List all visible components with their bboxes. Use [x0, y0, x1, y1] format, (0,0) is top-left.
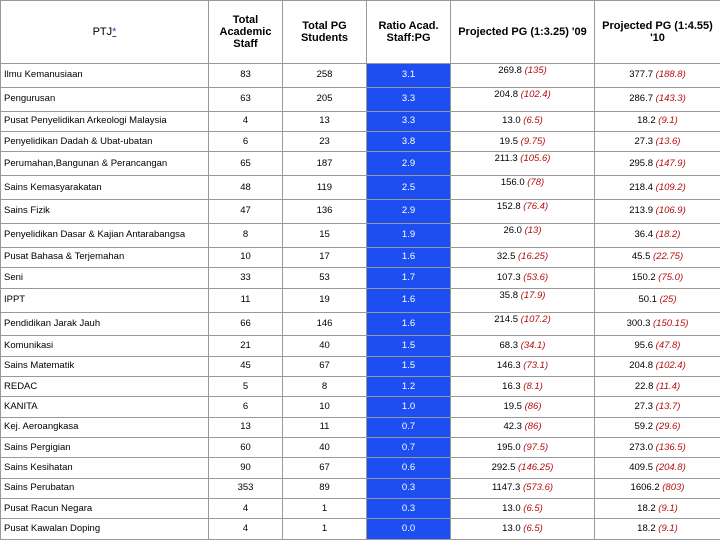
- projected-10-value: 150.2: [631, 271, 656, 283]
- cell-pg-students: 67: [283, 458, 367, 478]
- projected-10-value: 27.3: [634, 400, 654, 412]
- projected-10-half: (22.75): [653, 251, 684, 263]
- cell-academic-staff: 48: [209, 176, 283, 200]
- ptj-footnote-link[interactable]: *: [112, 25, 117, 38]
- projected-10-half: (25): [659, 293, 677, 305]
- table-row: [1, 519, 720, 540]
- projected-09-half: (86): [524, 400, 542, 412]
- cell-ratio: 1.5: [367, 336, 451, 356]
- cell-pg-students: 13: [283, 111, 367, 131]
- table-row: [1, 336, 720, 356]
- cell-ptj: Komunikasi: [1, 336, 209, 356]
- projected-09-half: (6.5): [523, 522, 543, 534]
- cell-projected-09: [451, 312, 595, 336]
- cell-ratio: 3.3: [367, 111, 451, 131]
- col-header-projected-09: Projected PG (1:3.25) '09: [451, 1, 595, 64]
- cell-pg-students: 8: [283, 377, 367, 397]
- projected-10-half: (150.15): [653, 317, 689, 329]
- cell-ptj: KANITA: [1, 397, 209, 417]
- table-row: [1, 377, 720, 397]
- cell-ratio: 3.3: [367, 87, 451, 111]
- header-row: [1, 1, 720, 64]
- table-row: [1, 268, 720, 288]
- projected-10-value: 36.4: [634, 229, 654, 241]
- table-row: [1, 87, 720, 111]
- cell-projected-09: [451, 397, 595, 417]
- projected-10-value: 377.7: [629, 69, 654, 81]
- cell-projected-09: [451, 176, 595, 200]
- cell-ptj: Sains Fizik: [1, 200, 209, 224]
- projected-09-half: (8.1): [523, 380, 543, 392]
- cell-projected-10: [595, 377, 720, 397]
- cell-academic-staff: 353: [209, 478, 283, 498]
- projected-09-half: (76.4): [523, 201, 549, 213]
- cell-projected-09: [451, 200, 595, 224]
- projected-10-value: 218.4: [629, 181, 654, 193]
- projected-10-half: (143.3): [655, 93, 686, 105]
- projected-09-half: (17.9): [520, 289, 546, 301]
- cell-projected-10: [595, 132, 720, 152]
- projected-09-value: 13.0: [502, 522, 521, 534]
- cell-projected-10: [595, 312, 720, 336]
- table-row: [1, 132, 720, 152]
- cell-pg-students: 1: [283, 499, 367, 519]
- cell-projected-09: [451, 478, 595, 498]
- table-row: [1, 288, 720, 312]
- projected-10-half: (11.4): [656, 380, 681, 392]
- cell-academic-staff: 4: [209, 519, 283, 540]
- projected-10-half: (102.4): [655, 360, 686, 372]
- projected-10-half: (9.1): [658, 522, 678, 534]
- cell-projected-10: [595, 152, 720, 176]
- cell-ratio: 0.7: [367, 438, 451, 458]
- projected-09-value: 13.0: [502, 502, 521, 514]
- projected-09-value: 68.3: [499, 339, 519, 351]
- cell-projected-10: [595, 248, 720, 268]
- cell-academic-staff: 21: [209, 336, 283, 356]
- cell-pg-students: 11: [283, 417, 367, 437]
- cell-academic-staff: 4: [209, 111, 283, 131]
- cell-projected-09: [451, 519, 595, 540]
- projected-09-half: (135): [524, 65, 547, 76]
- cell-academic-staff: 11: [209, 288, 283, 312]
- cell-pg-students: 258: [283, 64, 367, 88]
- cell-ptj: Pusat Racun Negara: [1, 499, 209, 519]
- cell-projected-09: [451, 268, 595, 288]
- cell-ratio: 0.6: [367, 458, 451, 478]
- cell-ratio: 1.9: [367, 224, 451, 248]
- cell-ptj: Ilmu Kemanusiaan: [1, 64, 209, 88]
- cell-projected-09: [451, 356, 595, 376]
- cell-projected-09: [451, 377, 595, 397]
- table-body: [1, 64, 720, 540]
- cell-ptj: Sains Kemasyarakatan: [1, 176, 209, 200]
- projected-09-value: 19.5: [503, 400, 522, 412]
- cell-pg-students: 10: [283, 397, 367, 417]
- cell-ptj: Pengurusan: [1, 87, 209, 111]
- cell-ratio: 3.1: [367, 64, 451, 88]
- projected-09-half: (53.6): [523, 271, 549, 283]
- projected-09-half: (107.2): [520, 313, 551, 325]
- cell-pg-students: 15: [283, 224, 367, 248]
- cell-projected-09: [451, 417, 595, 437]
- projected-10-value: 213.9: [629, 205, 654, 217]
- projected-10-value: 18.2: [637, 522, 656, 534]
- cell-ratio: 0.3: [367, 499, 451, 519]
- cell-academic-staff: 8: [209, 224, 283, 248]
- projected-10-value: 95.6: [634, 339, 654, 351]
- projected-09-half: (102.4): [520, 88, 551, 100]
- cell-ptj: Sains Matematik: [1, 356, 209, 376]
- projected-10-value: 273.0: [629, 441, 654, 453]
- projected-10-half: (18.2): [655, 229, 681, 241]
- table-row: [1, 478, 720, 498]
- cell-ptj: REDAC: [1, 377, 209, 397]
- cell-ratio: 1.6: [367, 248, 451, 268]
- projected-10-half: (109.2): [655, 181, 686, 193]
- cell-academic-staff: 83: [209, 64, 283, 88]
- projected-10-half: (204.8): [655, 461, 686, 473]
- projected-09-value: 32.5: [496, 251, 516, 263]
- projected-10-value: 295.8: [629, 157, 654, 169]
- cell-pg-students: 205: [283, 87, 367, 111]
- projected-10-half: (13.7): [655, 400, 681, 412]
- cell-ptj: Pendidikan Jarak Jauh: [1, 312, 209, 336]
- projected-09-half: (97.5): [523, 441, 549, 453]
- cell-pg-students: 187: [283, 152, 367, 176]
- projected-10-half: (29.6): [655, 421, 681, 433]
- cell-projected-10: [595, 176, 720, 200]
- table-row: [1, 200, 720, 224]
- cell-academic-staff: 4: [209, 499, 283, 519]
- projected-09-value: 26.0: [503, 225, 522, 237]
- cell-projected-10: [595, 417, 720, 437]
- cell-projected-09: [451, 336, 595, 356]
- cell-projected-10: [595, 438, 720, 458]
- col-header-ratio: Ratio Acad. Staff:PG: [367, 1, 451, 64]
- cell-ratio: 1.2: [367, 377, 451, 397]
- cell-academic-staff: 60: [209, 438, 283, 458]
- projected-09-value: 19.5: [499, 135, 519, 147]
- projected-10-value: 204.8: [629, 360, 654, 372]
- cell-projected-10: [595, 288, 720, 312]
- cell-projected-09: [451, 87, 595, 111]
- projected-09-half: (13): [524, 225, 542, 237]
- table-row: [1, 176, 720, 200]
- projected-10-half: (147.9): [655, 157, 686, 169]
- cell-projected-09: [451, 458, 595, 478]
- col-header-academic-staff: Total Academic Staff: [209, 1, 283, 64]
- projected-10-half: (136.5): [655, 441, 686, 453]
- projected-10-half: (9.1): [658, 115, 678, 127]
- cell-academic-staff: 6: [209, 397, 283, 417]
- projected-09-value: 42.3: [503, 421, 522, 433]
- table-row: [1, 312, 720, 336]
- projected-10-value: 27.3: [634, 135, 654, 147]
- cell-academic-staff: 45: [209, 356, 283, 376]
- cell-projected-10: [595, 478, 720, 498]
- cell-ratio: 2.9: [367, 152, 451, 176]
- cell-academic-staff: 6: [209, 132, 283, 152]
- cell-ptj: Sains Kesihatan: [1, 458, 209, 478]
- projected-09-half: (146.25): [518, 461, 554, 473]
- table-row: [1, 438, 720, 458]
- projected-09-value: 195.0: [496, 441, 521, 453]
- projected-10-value: 409.5: [629, 461, 654, 473]
- projected-09-value: 1147.3: [491, 482, 521, 494]
- cell-pg-students: 89: [283, 478, 367, 498]
- cell-ptj: Kej. Aeroangkasa: [1, 417, 209, 437]
- ptj-label: PTJ: [92, 25, 113, 38]
- table-row: [1, 458, 720, 478]
- cell-ptj: Perumahan,Bangunan & Perancangan: [1, 152, 209, 176]
- projected-10-half: (13.6): [655, 135, 681, 147]
- projected-10-value: 18.2: [637, 115, 656, 127]
- projected-09-value: 214.5: [494, 313, 519, 325]
- cell-pg-students: 146: [283, 312, 367, 336]
- projected-09-half: (6.5): [523, 115, 543, 127]
- cell-ratio: 0.0: [367, 519, 451, 540]
- cell-projected-09: [451, 132, 595, 152]
- cell-academic-staff: 65: [209, 152, 283, 176]
- projected-10-value: 1606.2: [630, 482, 660, 494]
- cell-academic-staff: 90: [209, 458, 283, 478]
- cell-academic-staff: 13: [209, 417, 283, 437]
- projected-09-half: (105.6): [520, 153, 551, 165]
- projected-10-half: (9.1): [658, 502, 678, 514]
- cell-projected-09: [451, 224, 595, 248]
- cell-academic-staff: 5: [209, 377, 283, 397]
- projected-09-value: 107.3: [496, 271, 521, 283]
- projected-10-half: (106.9): [655, 205, 686, 217]
- projected-09-half: (6.5): [523, 502, 543, 514]
- cell-projected-09: [451, 64, 595, 88]
- projected-10-half: (75.0): [658, 271, 684, 283]
- projected-09-value: 13.0: [502, 115, 521, 127]
- cell-ratio: 2.5: [367, 176, 451, 200]
- cell-academic-staff: 63: [209, 87, 283, 111]
- projected-10-half: (188.8): [655, 69, 686, 81]
- projected-09-value: 156.0: [500, 177, 525, 189]
- cell-pg-students: 67: [283, 356, 367, 376]
- projected-09-half: (9.75): [520, 135, 546, 147]
- projected-09-half: (73.1): [523, 360, 549, 372]
- cell-pg-students: 53: [283, 268, 367, 288]
- cell-projected-10: [595, 200, 720, 224]
- cell-academic-staff: 33: [209, 268, 283, 288]
- cell-ptj: IPPT: [1, 288, 209, 312]
- projected-09-value: 152.8: [496, 201, 521, 213]
- cell-projected-09: [451, 152, 595, 176]
- cell-ratio: 0.7: [367, 417, 451, 437]
- cell-pg-students: 23: [283, 132, 367, 152]
- projected-09-half: (573.6): [522, 482, 554, 494]
- cell-pg-students: 40: [283, 438, 367, 458]
- table-row: [1, 499, 720, 519]
- cell-projected-10: [595, 224, 720, 248]
- cell-pg-students: 17: [283, 248, 367, 268]
- cell-projected-10: [595, 64, 720, 88]
- cell-projected-09: [451, 288, 595, 312]
- projected-09-value: 146.3: [496, 360, 521, 372]
- table-row: [1, 397, 720, 417]
- col-header-pg-students: Total PG Students: [283, 1, 367, 64]
- projected-10-value: 45.5: [631, 251, 651, 263]
- projected-09-value: 35.8: [499, 289, 519, 301]
- cell-pg-students: 19: [283, 288, 367, 312]
- cell-ratio: 0.3: [367, 478, 451, 498]
- projected-10-value: 50.1: [638, 293, 657, 305]
- cell-pg-students: 119: [283, 176, 367, 200]
- cell-ptj: Pusat Bahasa & Terjemahan: [1, 248, 209, 268]
- table-row: [1, 224, 720, 248]
- projected-09-value: 204.8: [494, 88, 519, 100]
- projected-10-value: 286.7: [629, 93, 654, 105]
- cell-pg-students: 40: [283, 336, 367, 356]
- cell-ptj: Seni: [1, 268, 209, 288]
- cell-pg-students: 136: [283, 200, 367, 224]
- projected-10-half: (47.8): [655, 339, 681, 351]
- projected-09-value: 16.3: [502, 380, 521, 392]
- cell-projected-10: [595, 397, 720, 417]
- cell-ratio: 1.0: [367, 397, 451, 417]
- col-header-ptj: [1, 1, 209, 64]
- table-row: [1, 356, 720, 376]
- cell-ratio: 1.5: [367, 356, 451, 376]
- projected-09-half: (34.1): [520, 339, 546, 351]
- cell-projected-09: [451, 111, 595, 131]
- cell-ratio: 1.7: [367, 268, 451, 288]
- projected-09-value: 211.3: [494, 153, 518, 165]
- cell-projected-10: [595, 87, 720, 111]
- table-row: [1, 152, 720, 176]
- projected-10-value: 18.2: [637, 502, 656, 514]
- cell-ptj: Sains Perubatan: [1, 478, 209, 498]
- cell-pg-students: 1: [283, 519, 367, 540]
- cell-projected-10: [595, 458, 720, 478]
- table-row: [1, 248, 720, 268]
- cell-ptj: Sains Pergigian: [1, 438, 209, 458]
- cell-ratio: 3.8: [367, 132, 451, 152]
- cell-academic-staff: 66: [209, 312, 283, 336]
- cell-projected-09: [451, 438, 595, 458]
- table-row: [1, 64, 720, 88]
- cell-academic-staff: 47: [209, 200, 283, 224]
- projected-09-value: 269.8: [498, 65, 522, 76]
- projected-10-value: 300.3: [626, 317, 651, 329]
- cell-projected-10: [595, 499, 720, 519]
- cell-ratio: 2.9: [367, 200, 451, 224]
- col-header-projected-10: Projected PG (1:4.55) '10: [595, 1, 720, 64]
- cell-ratio: 1.6: [367, 288, 451, 312]
- projected-09-value: 292.5: [491, 461, 516, 473]
- cell-projected-09: [451, 248, 595, 268]
- projected-09-half: (78): [527, 177, 545, 189]
- table-row: [1, 111, 720, 131]
- cell-ptj: Penyelidikan Dadah & Ubat-ubatan: [1, 132, 209, 152]
- cell-academic-staff: 10: [209, 248, 283, 268]
- cell-projected-09: [451, 499, 595, 519]
- projected-09-half: (16.25): [518, 251, 549, 263]
- table-row: [1, 417, 720, 437]
- projected-10-value: 22.8: [634, 380, 654, 392]
- projected-10-half: (803): [662, 482, 685, 494]
- projected-09-half: (86): [524, 421, 542, 433]
- projected-10-value: 59.2: [634, 421, 654, 433]
- cell-ratio: 1.6: [367, 312, 451, 336]
- cell-ptj: Pusat Penyelidikan Arkeologi Malaysia: [1, 111, 209, 131]
- cell-projected-10: [595, 268, 720, 288]
- cell-projected-10: [595, 336, 720, 356]
- cell-projected-10: [595, 111, 720, 131]
- cell-projected-10: [595, 519, 720, 540]
- cell-ptj: Penyelidikan Dasar & Kajian Antarabangsa: [1, 224, 209, 248]
- cell-ptj: Pusat Kawalan Doping: [1, 519, 209, 540]
- cell-projected-10: [595, 356, 720, 376]
